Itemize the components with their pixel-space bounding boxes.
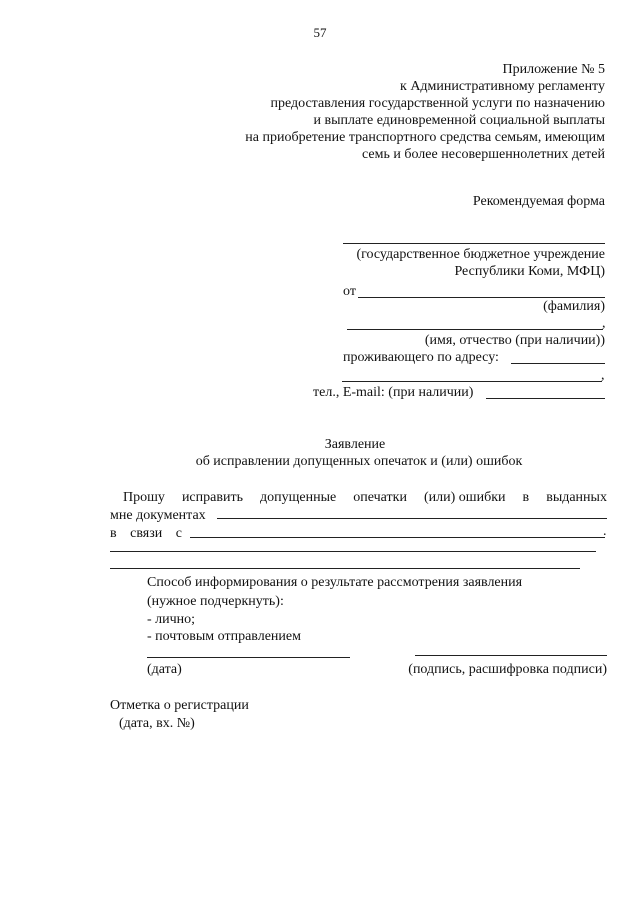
statement-title: Заявление — [324, 437, 386, 452]
reason-word: в — [110, 526, 117, 541]
institution-hint-2: Республики Коми, МФЦ) — [454, 264, 605, 279]
request-word: (или) ошибки — [424, 490, 506, 505]
reason-word: связи — [130, 526, 163, 541]
surname-line — [358, 297, 605, 298]
from-label: от — [343, 284, 356, 299]
institution-line — [343, 243, 605, 244]
date-hint: (дата) — [147, 662, 182, 677]
registration-label: Отметка о регистрации — [110, 698, 249, 713]
registration-hint: (дата, вх. №) — [119, 716, 195, 731]
notification-heading: Способ информирования о результате рассмотрения заявления — [147, 575, 523, 590]
contact-label: тел., E-mail: (при наличии) — [313, 385, 474, 400]
address-label: проживающего по адресу: — [343, 350, 499, 365]
institution-hint-1: (государственное бюджетное учреждение — [356, 247, 605, 262]
request-word: опечатки — [353, 490, 407, 505]
reason-line-2 — [110, 551, 596, 552]
reason-label — [110, 526, 182, 542]
recommended-form-label: Рекомендуемая форма — [472, 194, 605, 209]
request-word: в — [522, 490, 530, 505]
signature-hint: (подпись, расшифровка подписи) — [408, 662, 607, 677]
notification-option-in-person: - лично; — [147, 612, 196, 627]
appendix-line: и выплате единовременной социальной выплаты — [313, 113, 605, 128]
date-line — [147, 657, 350, 658]
address-line-comma: , — [601, 368, 605, 383]
reason-line-1 — [190, 537, 605, 538]
name-line-comma: , — [602, 316, 606, 331]
reason-word: с — [175, 526, 182, 541]
reason-line-end: . — [603, 524, 607, 539]
name-hint: (имя, отчество (при наличии)) — [424, 333, 605, 348]
request-word: Прошу — [123, 490, 165, 505]
request-first-line — [123, 490, 607, 506]
notification-hint: (нужное подчеркнуть): — [147, 594, 284, 609]
appendix-line: предоставления государственной услуги по назначению — [270, 96, 605, 111]
name-line — [347, 329, 603, 330]
address-line-2 — [342, 381, 602, 382]
docs-line — [217, 518, 607, 519]
docs-label: мне документах — [110, 508, 206, 523]
notification-option-mail: - почтовым отправлением — [147, 629, 301, 644]
contact-line — [486, 398, 605, 399]
appendix-line: на приобретение транспортного средства семьям, имеющим — [245, 130, 605, 145]
statement-subtitle: об исправлении допущенных опечаток и (или) ошибок — [195, 454, 523, 469]
reason-line-3 — [110, 568, 580, 569]
request-word: выданных — [546, 490, 607, 505]
request-word: допущенные — [260, 490, 337, 505]
surname-hint: (фамилия) — [543, 299, 605, 314]
appendix-title: Приложение № 5 — [502, 62, 605, 77]
page-number: 57 — [313, 25, 327, 40]
address-line-1 — [511, 363, 605, 364]
appendix-line: семь и более несовершеннолетних детей — [362, 147, 605, 162]
appendix-line: к Административному регламенту — [400, 79, 605, 94]
request-word: исправить — [181, 490, 243, 505]
signature-line — [415, 655, 607, 656]
